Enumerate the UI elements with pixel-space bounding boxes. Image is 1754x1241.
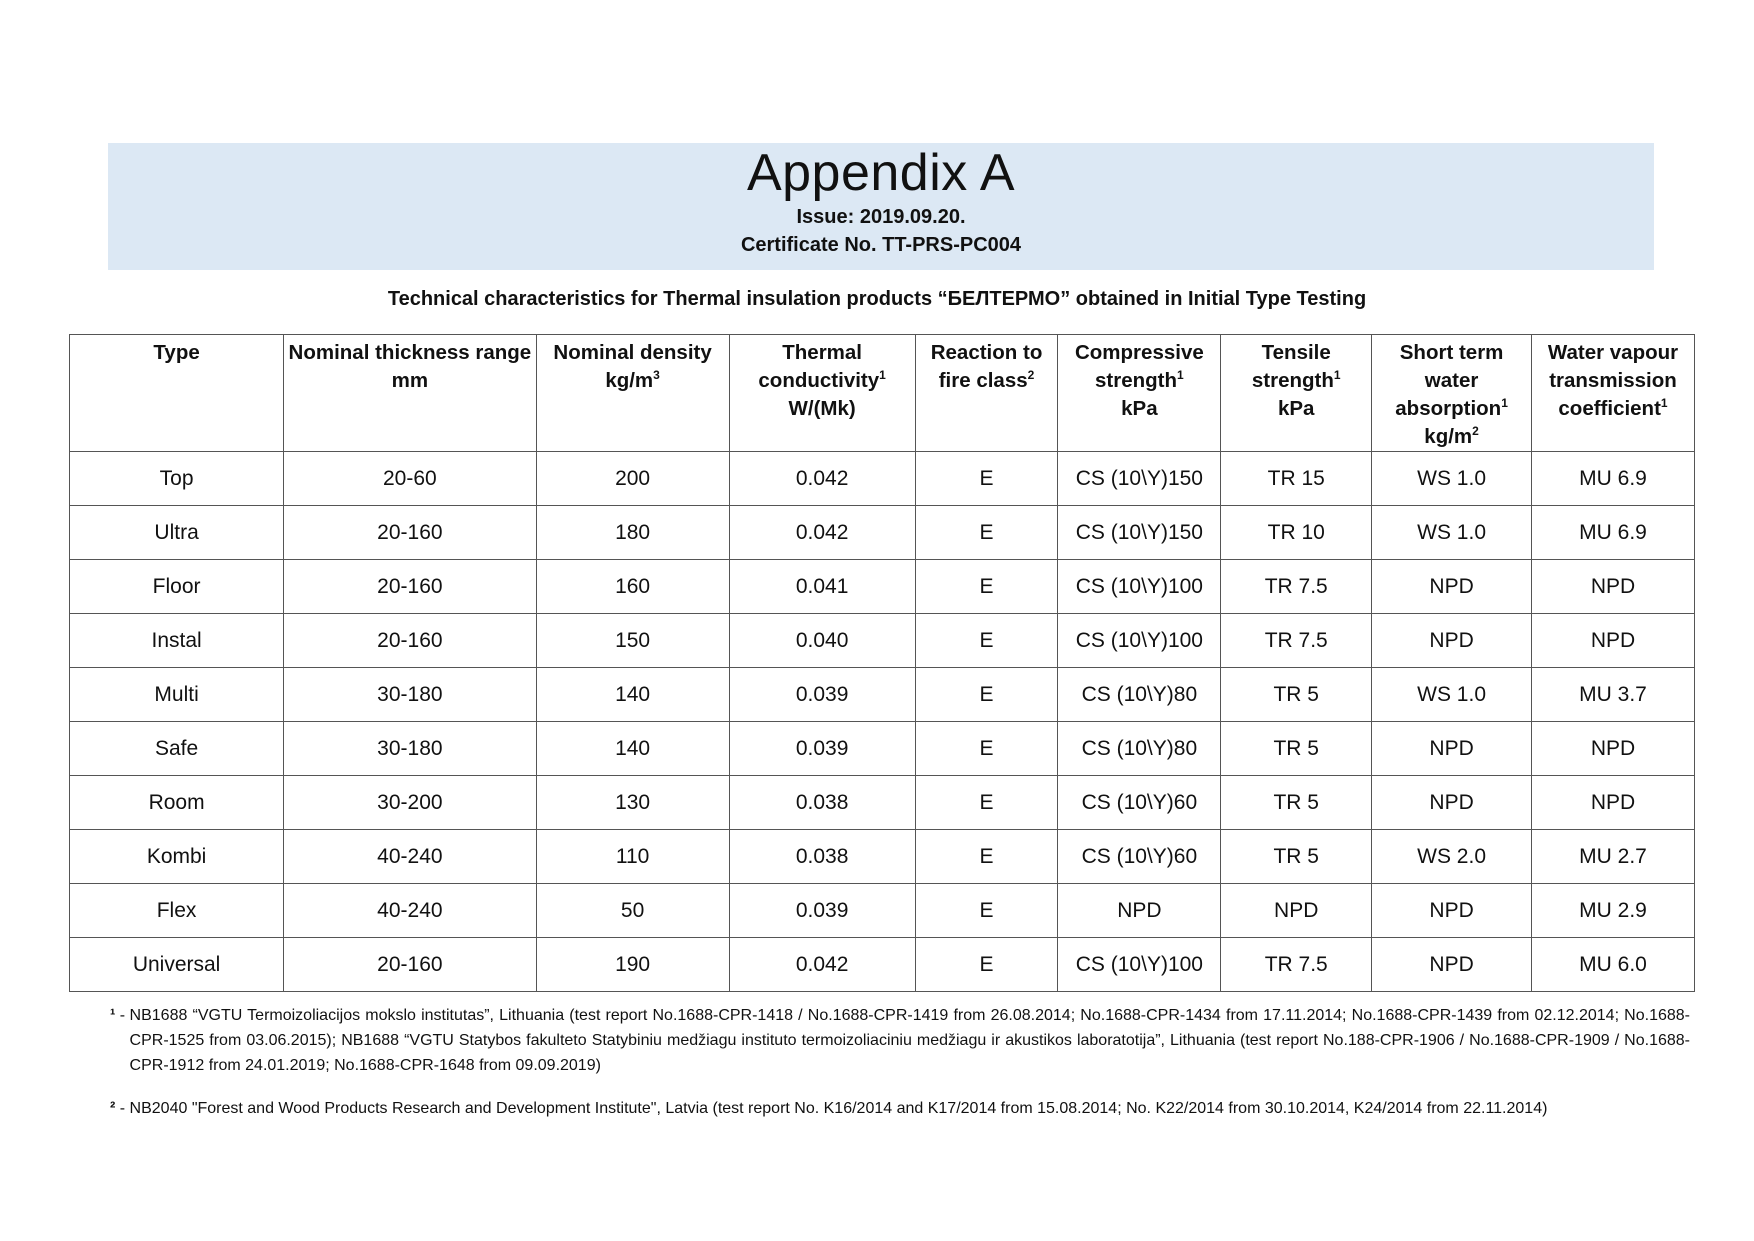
cell-conductivity: 0.039: [729, 668, 915, 722]
cell-tensile: TR 15: [1221, 452, 1372, 506]
cell-type: Top: [70, 452, 284, 506]
cell-conductivity: 0.040: [729, 614, 915, 668]
footnote-marker: ¹: [110, 1007, 116, 1024]
cell-tensile: TR 10: [1221, 506, 1372, 560]
cell-density: 160: [536, 560, 729, 614]
issue-date: Issue: 2019.09.20.: [796, 206, 966, 228]
footnote-text: NB2040 "Forest and Wood Products Research and Development Institute", Latvia (test report No. K16/2014 and K17/2014 from 15.08.2014; No. K22/2014 from 30.10.2014, K24/2014 from 22.11.2014): [129, 1100, 1548, 1117]
cell-fire-class: E: [915, 506, 1058, 560]
header-conductivity: Thermal conductivity$^1$ W/(Mk): [729, 335, 915, 452]
cell-compressive: CS (10\Y)150: [1058, 506, 1221, 560]
cell-tensile: TR 5: [1221, 830, 1372, 884]
cell-fire-class: E: [915, 938, 1058, 992]
cell-compressive: CS (10\Y)100: [1058, 560, 1221, 614]
cell-tensile: TR 7.5: [1221, 938, 1372, 992]
cell-type: Ultra: [70, 506, 284, 560]
cell-tensile: TR 5: [1221, 722, 1372, 776]
cell-thickness: 20-160: [284, 560, 536, 614]
cell-water-absorption: NPD: [1372, 722, 1532, 776]
cell-fire-class: E: [915, 452, 1058, 506]
cell-fire-class: E: [915, 668, 1058, 722]
table-row: [70, 452, 1695, 506]
cell-density: 140: [536, 722, 729, 776]
cell-type: Multi: [70, 668, 284, 722]
cell-density: 180: [536, 506, 729, 560]
cell-compressive: CS (10\Y)60: [1058, 776, 1221, 830]
header-water-absorption: Short term water absorption$^1$ $kg/m^2$: [1372, 335, 1532, 452]
cell-water-absorption: NPD: [1372, 884, 1532, 938]
cell-conductivity: 0.038: [729, 776, 915, 830]
cell-tensile: NPD: [1221, 884, 1372, 938]
header-vapour-coefficient: Water vapour transmission coefficient$^1$: [1532, 335, 1695, 452]
cell-density: 130: [536, 776, 729, 830]
cell-compressive: CS (10\Y)150: [1058, 452, 1221, 506]
cell-vapour-coefficient: MU 6.9: [1532, 506, 1695, 560]
cell-fire-class: E: [915, 830, 1058, 884]
cell-thickness: 40-240: [284, 884, 536, 938]
cell-tensile: TR 5: [1221, 668, 1372, 722]
cell-vapour-coefficient: MU 2.7: [1532, 830, 1695, 884]
cell-density: 200: [536, 452, 729, 506]
footnote-text: NB1688 “VGTU Termoizoliacijos mokslo institutas”, Lithuania (test report No.1688-CPR-1418 / No.1688-CPR-1419 from 26.08.2014; No.1688-CPR-1434 from 17.11.2014; No.1688-CPR-1439 from 02.12.2014; No.1688-CPR-1525 from 03.06.2015); NB1688 “VGTU Statybos fakulteto Statybiniu medžiagu instituto termoizoliaciniu medžiagu ir akustikos laboratotija”, Lithuania (test report No.188-CPR-1906 / No.1688-CPR-1909 / No.1688-CPR-1912 from 24.01.2019; No.1688-CPR-1648 from 09.09.2019): [129, 1007, 1690, 1074]
cell-vapour-coefficient: MU 2.9: [1532, 884, 1695, 938]
cell-conductivity: 0.042: [729, 506, 915, 560]
cell-density: 50: [536, 884, 729, 938]
cell-conductivity: 0.042: [729, 452, 915, 506]
cell-thickness: 20-160: [284, 938, 536, 992]
table-row: [70, 668, 1695, 722]
characteristics-table: [69, 334, 1695, 992]
cell-conductivity: 0.039: [729, 884, 915, 938]
cell-water-absorption: WS 1.0: [1372, 452, 1532, 506]
table-row: [70, 830, 1695, 884]
cell-vapour-coefficient: NPD: [1532, 722, 1695, 776]
cell-thickness: 30-200: [284, 776, 536, 830]
table-row: [70, 938, 1695, 992]
table-row: [70, 506, 1695, 560]
cell-type: Flex: [70, 884, 284, 938]
cell-tensile: TR 5: [1221, 776, 1372, 830]
cell-fire-class: E: [915, 884, 1058, 938]
cell-vapour-coefficient: MU 3.7: [1532, 668, 1695, 722]
cell-compressive: CS (10\Y)100: [1058, 614, 1221, 668]
cell-density: 140: [536, 668, 729, 722]
footnote-marker: ²: [110, 1100, 116, 1117]
cell-compressive: CS (10\Y)100: [1058, 938, 1221, 992]
cell-thickness: 30-180: [284, 668, 536, 722]
header-type: Type: [70, 335, 284, 452]
cell-vapour-coefficient: NPD: [1532, 614, 1695, 668]
header-thickness: Nominal thickness range mm: [284, 335, 536, 452]
cell-compressive: CS (10\Y)80: [1058, 668, 1221, 722]
cell-thickness: 20-60: [284, 452, 536, 506]
table-row: [70, 722, 1695, 776]
cell-fire-class: E: [915, 776, 1058, 830]
certificate-number: Certificate No. TT-PRS-PC004: [740, 234, 1022, 256]
footnote-2: ² - NB2040 "Forest and Wood Products Research and Development Institute", Latvia (test report No. K16/2014 and K17/2014 from 15.08.2014; No. K22/2014 from 30.10.2014, K24/2014 from 22.11.2014): [110, 1096, 1690, 1121]
cell-conductivity: 0.041: [729, 560, 915, 614]
cell-vapour-coefficient: NPD: [1532, 560, 1695, 614]
cell-fire-class: E: [915, 560, 1058, 614]
header-density: Nominal density $kg/m^3$: [536, 335, 729, 452]
cell-density: 150: [536, 614, 729, 668]
cell-vapour-coefficient: NPD: [1532, 776, 1695, 830]
page-title: Appendix A: [746, 144, 1016, 202]
cell-water-absorption: NPD: [1372, 776, 1532, 830]
cell-type: Floor: [70, 560, 284, 614]
cell-compressive: CS (10\Y)60: [1058, 830, 1221, 884]
cell-fire-class: E: [915, 722, 1058, 776]
table-row: [70, 776, 1695, 830]
table-caption: Technical characteristics for Thermal insulation products “БЕЛТЕРМО” obtained in Initial Type Testing: [387, 288, 1367, 310]
cell-water-absorption: NPD: [1372, 614, 1532, 668]
cell-density: 190: [536, 938, 729, 992]
cell-tensile: TR 7.5: [1221, 560, 1372, 614]
header-fire-class: Reaction to fire class$^2$: [915, 335, 1058, 452]
cell-thickness: 20-160: [284, 614, 536, 668]
cell-vapour-coefficient: MU 6.0: [1532, 938, 1695, 992]
header-tensile: Tensile strength$^1$ kPa: [1221, 335, 1372, 452]
cell-thickness: 30-180: [284, 722, 536, 776]
cell-compressive: CS (10\Y)80: [1058, 722, 1221, 776]
cell-type: Kombi: [70, 830, 284, 884]
cell-thickness: 40-240: [284, 830, 536, 884]
footnote-1: ¹ - NB1688 “VGTU Termoizoliacijos mokslo institutas”, Lithuania (test report No.1688-CPR-1418 / No.1688-CPR-1419 from 26.08.2014; No.1688-CPR-1434 from 17.11.2014; No.1688-CPR-1439 from 02.12.2014; No.1688-CPR-1525 from 03.06.2015); NB1688 “VGTU Statybos fakulteto Statybiniu medžiagu instituto termoizoliaciniu medžiagu ir akustikos laboratotija”, Lithuania (test report No.188-CPR-1906 / No.1688-CPR-1909 / No.1688-CPR-1912 from 24.01.2019; No.1688-CPR-1648 from 09.09.2019): [110, 1003, 1690, 1078]
header-compressive: Compressive strength$^1$ kPa: [1058, 335, 1221, 452]
cell-water-absorption: WS 1.0: [1372, 668, 1532, 722]
cell-type: Universal: [70, 938, 284, 992]
table-body: [70, 452, 1695, 992]
cell-density: 110: [536, 830, 729, 884]
cell-fire-class: E: [915, 614, 1058, 668]
cell-conductivity: 0.039: [729, 722, 915, 776]
cell-type: Instal: [70, 614, 284, 668]
cell-conductivity: 0.038: [729, 830, 915, 884]
cell-tensile: TR 7.5: [1221, 614, 1372, 668]
cell-conductivity: 0.042: [729, 938, 915, 992]
cell-water-absorption: NPD: [1372, 938, 1532, 992]
cell-type: Room: [70, 776, 284, 830]
appendix-banner: [108, 143, 1654, 270]
cell-water-absorption: WS 1.0: [1372, 506, 1532, 560]
cell-type: Safe: [70, 722, 284, 776]
table-row: [70, 614, 1695, 668]
table-header-row: [70, 335, 1695, 452]
cell-water-absorption: WS 2.0: [1372, 830, 1532, 884]
cell-water-absorption: NPD: [1372, 560, 1532, 614]
table-row: [70, 884, 1695, 938]
cell-thickness: 20-160: [284, 506, 536, 560]
table-row: [70, 560, 1695, 614]
cell-compressive: NPD: [1058, 884, 1221, 938]
cell-vapour-coefficient: MU 6.9: [1532, 452, 1695, 506]
